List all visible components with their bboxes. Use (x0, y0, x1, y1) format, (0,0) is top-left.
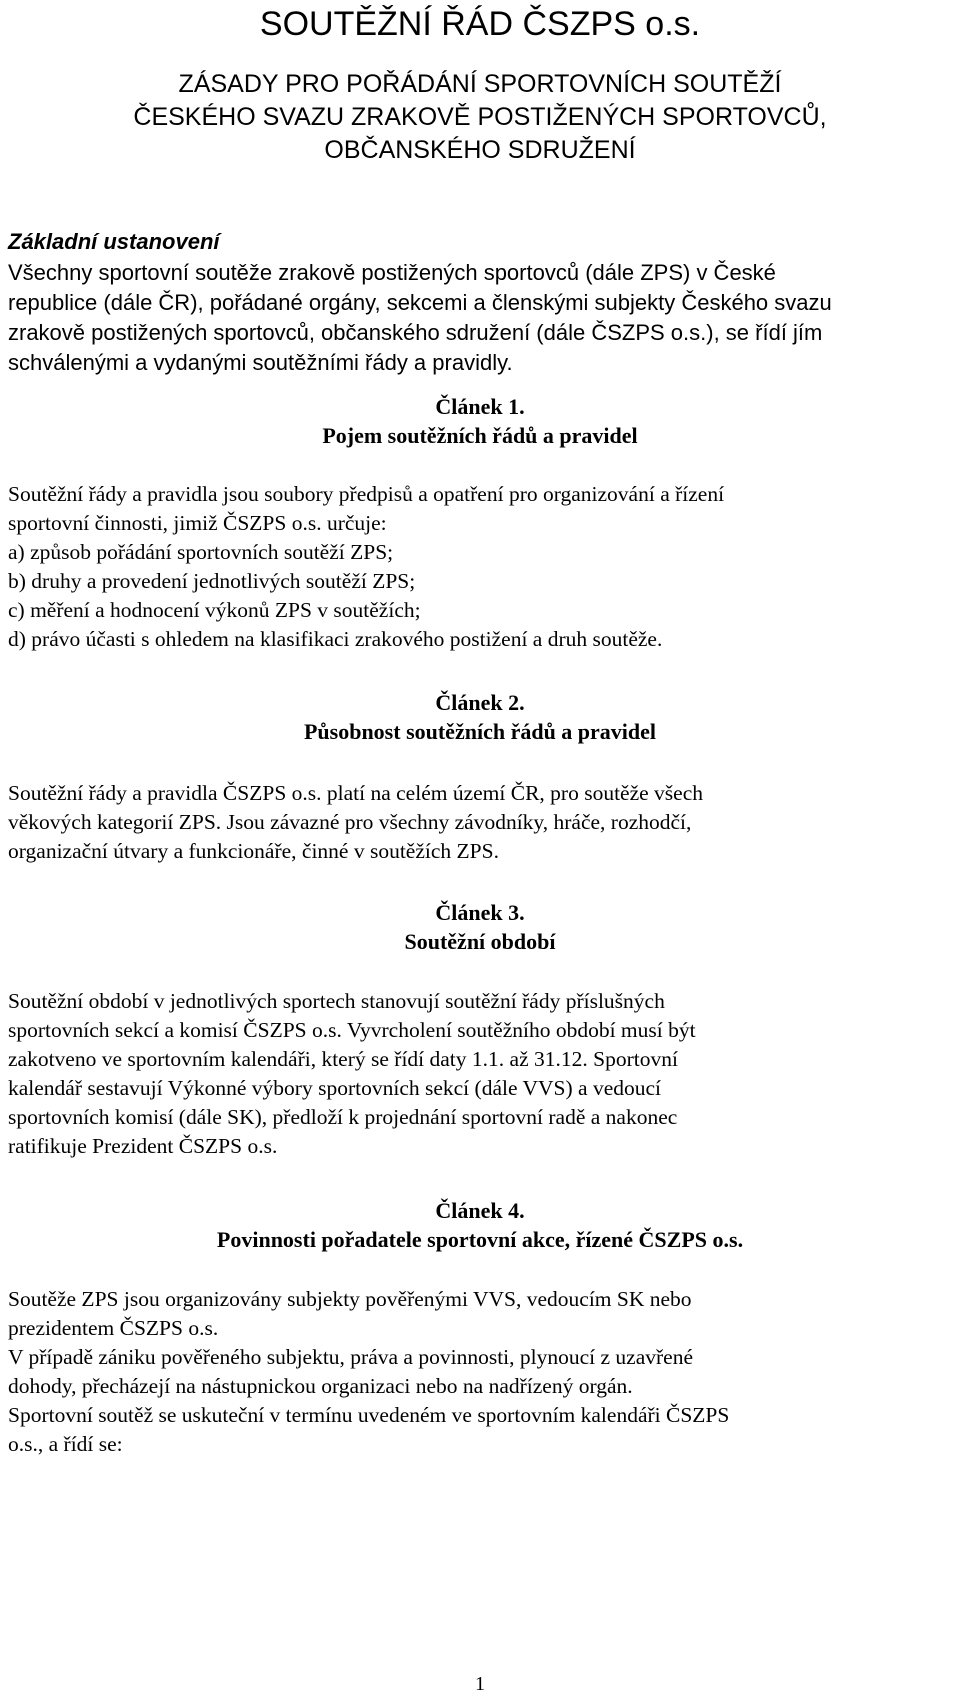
paragraph-line: Všechny sportovní soutěže zrakově postižených sportovců (dále ZPS) v České (8, 260, 776, 285)
list-item: c) měření a hodnocení výkonů ZPS v soutěžích; (8, 598, 421, 622)
document-subtitle (80, 68, 880, 167)
paragraph-line: sportovních sekcí a komisí ČSZPS o.s. Vyvrcholení soutěžního období musí být (8, 1018, 696, 1042)
page-number: 1 (475, 1673, 485, 1695)
article-1-body (8, 480, 958, 654)
paragraph-line: sportovních komisí (dále SK), předloží k projednání sportovní radě a nakonec (8, 1105, 678, 1129)
intro-paragraph (8, 258, 953, 378)
paragraph-line: republice (dále ČR), pořádané orgány, sekcemi a členskými subjekty Českého svazu (8, 290, 832, 315)
paragraph-line: věkových kategorií ZPS. Jsou závazné pro všechny závodníky, hráče, rozhodčí, (8, 810, 692, 834)
intro-heading: Základní ustanovení (8, 229, 220, 254)
paragraph-line: prezidentem ČSZPS o.s. (8, 1316, 219, 1340)
paragraph-line: dohody, přecházejí na nástupnickou organizaci nebo na nadřízený orgán. (8, 1374, 633, 1398)
article-4-body (8, 1285, 958, 1459)
article-2-heading (0, 688, 960, 746)
paragraph-line: V případě zániku pověřeného subjektu, práva a povinnosti, plynoucí z uzavřené (8, 1345, 693, 1369)
article-3-heading (0, 898, 960, 956)
article-2-body (8, 779, 958, 866)
article-number: Článek 2. (435, 690, 525, 715)
article-number: Článek 1. (435, 394, 525, 419)
paragraph-line: ratifikuje Prezident ČSZPS o.s. (8, 1134, 278, 1158)
paragraph-line: zakotveno ve sportovním kalendáři, který se řídí daty 1.1. až 31.12. Sportovní (8, 1047, 678, 1071)
paragraph-line: schválenými a vydanými soutěžními řády a pravidly. (8, 350, 513, 375)
subtitle-line: ZÁSADY PRO POŘÁDÁNÍ SPORTOVNÍCH SOUTĚŽÍ (178, 70, 782, 98)
article-title: Působnost soutěžních řádů a pravidel (303, 719, 657, 744)
paragraph-line: kalendář sestavují Výkonné výbory sportovních sekcí (dále VVS) a vedoucí (8, 1076, 662, 1100)
article-3-body (8, 987, 958, 1161)
paragraph-line: sportovní činnosti, jimiž ČSZPS o.s. určuje: (8, 511, 387, 535)
article-number: Článek 4. (435, 1198, 525, 1223)
article-4-heading (0, 1196, 960, 1254)
article-number: Článek 3. (435, 900, 525, 925)
paragraph-line: o.s., a řídí se: (8, 1432, 123, 1456)
document-title: SOUTĚŽNÍ ŘÁD ČSZPS o.s. (259, 5, 701, 43)
paragraph-line: Soutěžní řády a pravidla jsou soubory předpisů a opatření pro organizování a řízení (8, 482, 725, 506)
paragraph-line: Soutěže ZPS jsou organizovány subjekty pověřenými VVS, vedoucím SK nebo (8, 1287, 692, 1311)
paragraph-line: organizační útvary a funkcionáře, činné v soutěžích ZPS. (8, 839, 499, 863)
paragraph-line: Soutěžní řády a pravidla ČSZPS o.s. platí na celém území ČR, pro soutěže všech (8, 781, 704, 805)
article-title: Soutěžní období (404, 929, 556, 954)
paragraph-line: zrakově postižených sportovců, občanského sdružení (dále ČSZPS o.s.), se řídí jím (8, 320, 823, 345)
list-item: a) způsob pořádání sportovních soutěží ZPS; (8, 540, 394, 564)
article-title: Povinnosti pořadatele sportovní akce, řízené ČSZPS o.s. (216, 1227, 744, 1252)
subtitle-line: ČESKÉHO SVAZU ZRAKOVĚ POSTIŽENÝCH SPORTOVCŮ, (133, 103, 827, 131)
paragraph-line: Soutěžní období v jednotlivých sportech stanovují soutěžní řády příslušných (8, 989, 665, 1013)
subtitle-line: OBČANSKÉHO SDRUŽENÍ (324, 136, 636, 164)
article-title: Pojem soutěžních řádů a pravidel (322, 423, 638, 448)
list-item: b) druhy a provedení jednotlivých soutěží ZPS; (8, 569, 416, 593)
article-1-heading (0, 392, 960, 450)
list-item: d) právo účasti s ohledem na klasifikaci zrakového postižení a druh soutěže. (8, 627, 663, 651)
paragraph-line: Sportovní soutěž se uskuteční v termínu uvedeném ve sportovním kalendáři ČSZPS (8, 1403, 730, 1427)
